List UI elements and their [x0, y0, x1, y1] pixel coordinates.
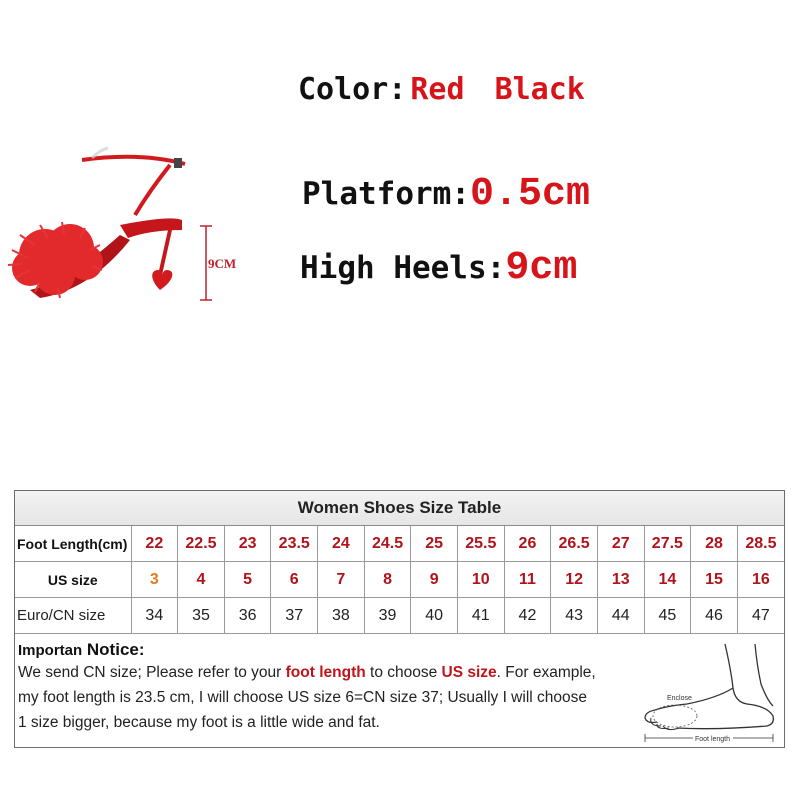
table-cell: 38	[318, 598, 365, 634]
table-cell: 24	[318, 526, 365, 562]
color-value-black: Black	[494, 72, 585, 107]
notice-text: We send CN size; Please refer to your	[18, 664, 286, 681]
foot-diagram	[627, 640, 785, 744]
color-label: Color:	[298, 72, 407, 107]
table-cell: 8	[364, 562, 411, 598]
row-header: Euro/CN size	[15, 598, 131, 634]
table-cell: 28	[691, 526, 738, 562]
table-cell: 23.5	[271, 526, 318, 562]
table-cell: 27	[597, 526, 644, 562]
row-header: US size	[15, 562, 131, 598]
platform-spec	[302, 172, 590, 217]
euro-cn-size-row	[15, 598, 784, 634]
table-cell: 10	[457, 562, 504, 598]
notice-highlight-us-size: US size	[441, 664, 497, 681]
heels-label: High Heels:	[300, 250, 506, 286]
notice-highlight-foot-length: foot length	[285, 664, 366, 681]
table-cell: 16	[737, 562, 784, 598]
table-cell: 24.5	[364, 526, 411, 562]
table-cell: 26	[504, 526, 551, 562]
table-cell: 5	[224, 562, 271, 598]
table-cell: 12	[551, 562, 598, 598]
platform-label: Platform:	[302, 176, 470, 212]
table-cell: 39	[364, 598, 411, 634]
table-cell: 28.5	[737, 526, 784, 562]
color-value-red: Red	[410, 72, 465, 107]
table-cell: 4	[178, 562, 225, 598]
table-cell: 6	[271, 562, 318, 598]
table-cell: 45	[644, 598, 691, 634]
heels-spec	[300, 246, 577, 291]
notice-title-suffix: Notice:	[82, 640, 145, 659]
notice-line-2: my foot length is 23.5 cm, I will choose US size 6=CN size 37; Usually I will choose	[18, 689, 587, 706]
row-header: Foot Length(cm)	[15, 526, 131, 562]
table-cell: 3	[131, 562, 178, 598]
table-cell: 25	[411, 526, 458, 562]
shoe-image	[0, 130, 200, 330]
table-cell: 35	[178, 598, 225, 634]
table-cell: 44	[597, 598, 644, 634]
table-cell: 26.5	[551, 526, 598, 562]
size-table-title: Women Shoes Size Table	[15, 491, 784, 526]
table-cell: 11	[504, 562, 551, 598]
table-cell: 41	[457, 598, 504, 634]
table-cell: 27.5	[644, 526, 691, 562]
heels-value: 9cm	[505, 246, 578, 291]
table-cell: 22.5	[178, 526, 225, 562]
foot-length-label: Foot length	[695, 736, 731, 743]
table-cell: 25.5	[457, 526, 504, 562]
notice-title-prefix: Importan	[18, 642, 83, 659]
foot-length-row	[15, 526, 784, 562]
us-size-row	[15, 562, 784, 598]
size-table	[14, 490, 785, 748]
table-cell: 9	[411, 562, 458, 598]
enclose-label: Enclose	[667, 695, 692, 702]
platform-value: 0.5cm	[469, 172, 591, 217]
notice-text: to choose	[365, 664, 442, 681]
notice-title	[18, 640, 145, 660]
notice-line-1	[18, 664, 596, 682]
table-cell: 7	[318, 562, 365, 598]
table-cell: 22	[131, 526, 178, 562]
table-cell: 13	[597, 562, 644, 598]
heel-measure-label: 9CM	[208, 256, 237, 271]
table-cell: 40	[411, 598, 458, 634]
notice-text: . For example,	[496, 664, 596, 681]
table-cell: 43	[551, 598, 598, 634]
size-table-grid	[15, 526, 784, 634]
table-cell: 46	[691, 598, 738, 634]
table-cell: 47	[737, 598, 784, 634]
table-cell: 34	[131, 598, 178, 634]
table-cell: 42	[504, 598, 551, 634]
table-cell: 37	[271, 598, 318, 634]
table-cell: 14	[644, 562, 691, 598]
color-spec	[298, 72, 585, 107]
table-cell: 23	[224, 526, 271, 562]
table-cell: 36	[224, 598, 271, 634]
notice-line-3: 1 size bigger, because my foot is a little wide and fat.	[18, 714, 380, 731]
table-cell: 15	[691, 562, 738, 598]
notice-area	[15, 634, 784, 748]
